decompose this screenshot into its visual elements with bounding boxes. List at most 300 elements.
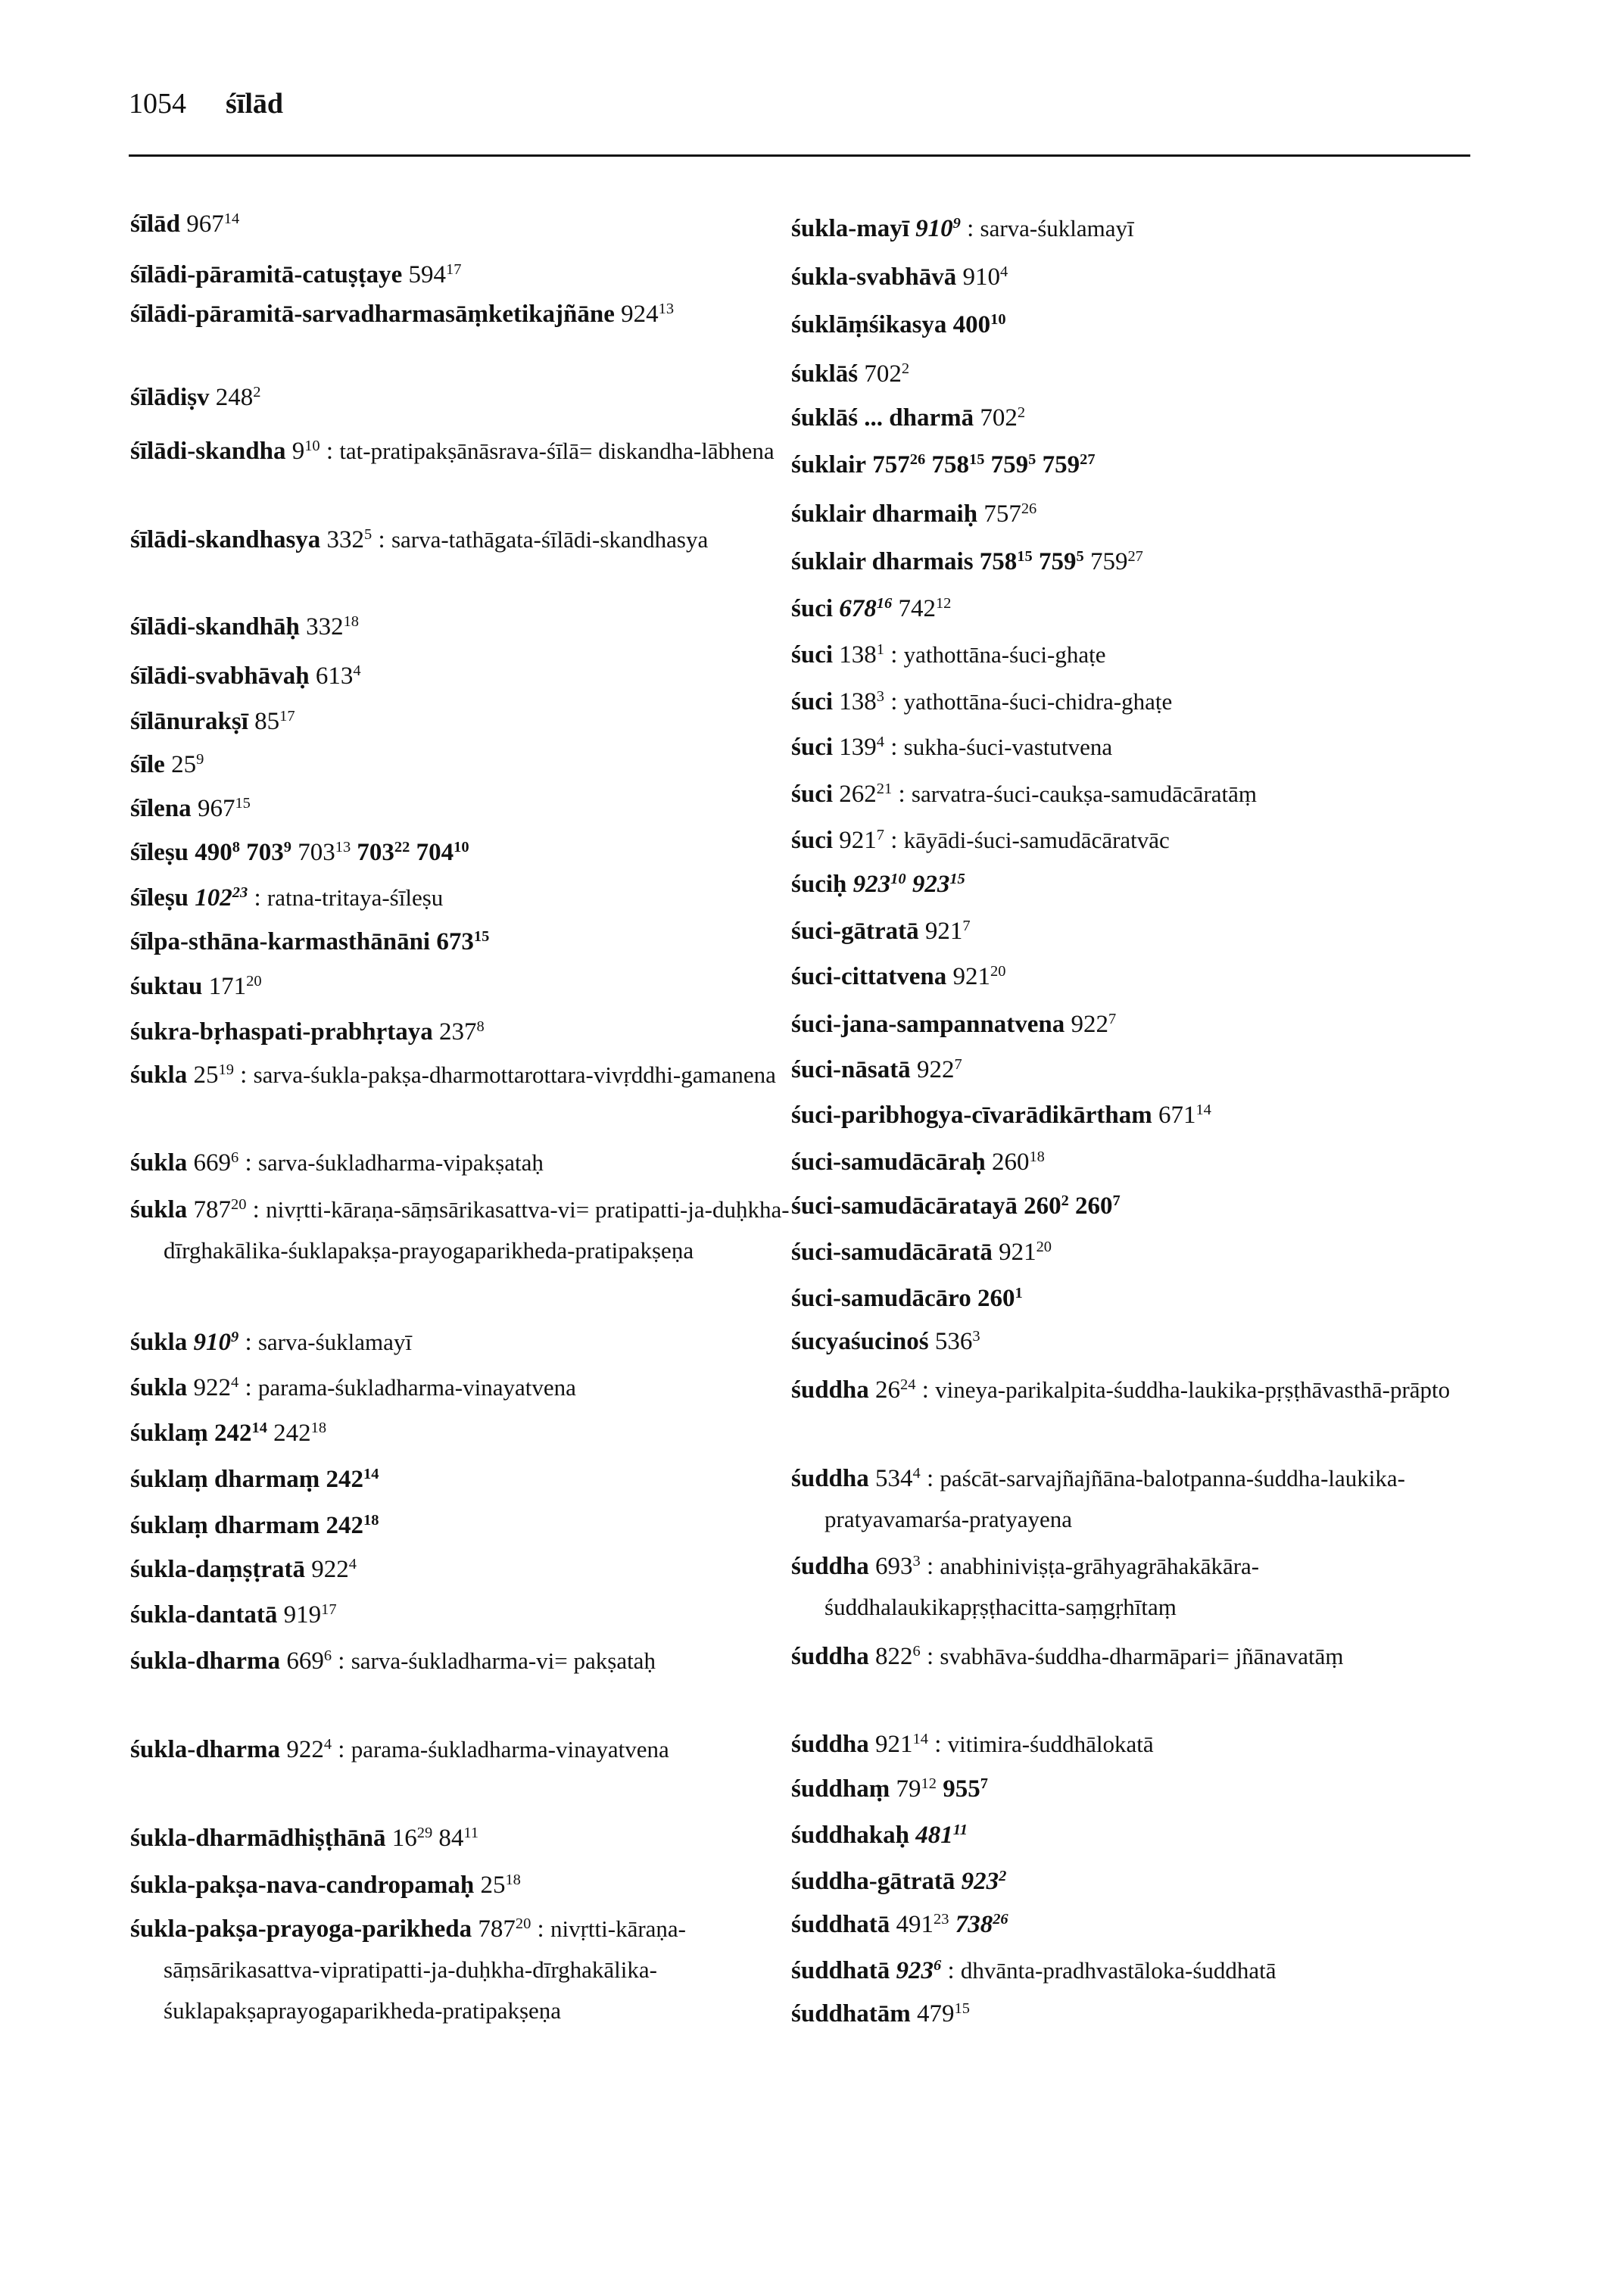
page-ref-number: 704 — [416, 839, 454, 866]
index-entry — [791, 1142, 1476, 1183]
line-ref-number: 7 — [876, 826, 884, 843]
page-reference — [326, 1512, 379, 1539]
index-entry: śukla-mayī $910^9$ : sarva-śuklamayī — [791, 214, 1134, 242]
line-ref-number: 14 — [363, 1465, 379, 1482]
index-entry — [791, 1815, 1476, 1856]
page-reference — [955, 1911, 1008, 1938]
line-ref-number: 7 — [1108, 1010, 1117, 1027]
page-ref-number: 534 — [875, 1465, 913, 1492]
page-reference — [311, 1556, 357, 1583]
page-reference — [1071, 1011, 1116, 1038]
page-reference — [898, 595, 951, 622]
page-ref-number: 742 — [898, 595, 936, 622]
line-ref-number: 11 — [463, 1824, 479, 1841]
page-ref-number: 262 — [839, 781, 877, 808]
page-reference — [915, 1822, 968, 1849]
line-ref-number: 18 — [363, 1511, 379, 1529]
page-ref-number: 919 — [283, 1601, 322, 1629]
page-ref-number: 758 — [979, 548, 1018, 575]
page-ref-number: 673 — [436, 928, 474, 955]
index-entry: śuci $139^4$ : sukha-śuci-vastutvena — [791, 733, 1113, 761]
index-entry — [130, 966, 815, 1007]
page-ref-number: 26 — [875, 1376, 901, 1404]
index-entry — [130, 656, 815, 697]
gloss: sarva-śukla-pakṣa-dharmottarottara-vivṛddhi-gamanena — [253, 1061, 776, 1088]
index-entry — [791, 956, 1476, 997]
line-ref-number: 10 — [990, 310, 1006, 328]
headword: śuklaṃ dharmaṃ — [130, 1466, 320, 1493]
index-entry: śīlādi-skandhasya $332^5$ : sarva-tathāgata-śīlādi-skandhasya — [130, 525, 709, 553]
page-reference — [875, 1465, 921, 1492]
index-entry: śukla $910^9$ : sarva-śuklamayī — [130, 1328, 413, 1356]
line-ref-number: 15 — [1017, 547, 1033, 565]
page-reference — [193, 1196, 246, 1223]
page-reference — [621, 301, 674, 328]
line-ref-number: 8 — [232, 838, 240, 856]
page-reference — [864, 360, 909, 388]
line-ref-number: 6 — [230, 1149, 239, 1166]
index-entry — [791, 1769, 1476, 1809]
page-ref-number: 703 — [298, 839, 335, 866]
line-ref-number: 2 — [1017, 404, 1026, 421]
index-entry: śuddha $822^6$ : svabhāva-śuddha-dharmāpari= jñānavatāṃ — [791, 1642, 1344, 1670]
page-ref-number: 923 — [896, 1957, 934, 1984]
gloss: anabhiniviṣṭa-grāhyagrāhakākāra-śuddhalaukikapṛṣṭhacitta-saṃgṛhītaṃ — [824, 1553, 1260, 1620]
index-entry — [130, 921, 815, 962]
page-reference — [193, 1374, 238, 1401]
headword: śuktau — [130, 973, 203, 1000]
index-entry — [130, 1865, 815, 1906]
line-ref-number: 26 — [993, 1910, 1008, 1928]
page-ref-number: 910 — [193, 1329, 231, 1356]
page-ref-number: 671 — [1158, 1102, 1196, 1129]
page-ref-number: 921 — [924, 918, 963, 945]
index-entry: śīlādi-skandha $9^{10}$ : tat-pratipakṣānāsrava-śīlā= diskandha-lābhena — [130, 437, 775, 465]
gloss: vitimira-śuddhālokatā — [947, 1731, 1154, 1757]
page-reference — [246, 839, 291, 866]
gloss: sarva-śuklamayī — [257, 1329, 413, 1355]
page-reference — [327, 526, 372, 553]
page-reference — [839, 827, 884, 854]
headword: śuddhatām — [791, 2000, 911, 2028]
page-ref-number: 481 — [915, 1822, 953, 1849]
gloss: sukha-śuci-vastutvena — [903, 734, 1113, 760]
page-ref-number: 921 — [952, 963, 991, 990]
gloss: svabhāva-śuddha-dharmāpari= jñānavatāṃ — [940, 1643, 1344, 1669]
page-reference — [284, 1601, 337, 1629]
line-ref-number: 20 — [1036, 1238, 1052, 1255]
line-ref-number: 10 — [454, 838, 469, 856]
line-ref-number: 12 — [935, 594, 952, 612]
headword: śīlādi-skandhasya — [130, 526, 321, 553]
page-reference — [1075, 1192, 1121, 1220]
line-ref-number: 2 — [901, 360, 910, 377]
page-reference — [316, 662, 361, 690]
line-ref-number: 29 — [416, 1824, 433, 1841]
page-reference — [992, 1149, 1045, 1176]
index-entry — [791, 1095, 1476, 1136]
headword: śuddhatā — [791, 1911, 890, 1938]
page-ref-number: 738 — [955, 1911, 993, 1938]
gloss: tat-pratipakṣānāsrava-śīlā= diskandha-lābhena — [339, 438, 775, 464]
headword: śukla-dantatā — [130, 1601, 278, 1629]
headword: śuddha-gātratā — [791, 1868, 955, 1895]
index-entry — [130, 744, 815, 785]
headword: śīlānurakṣī — [130, 708, 248, 735]
page-ref-number: 955 — [943, 1775, 980, 1803]
headword: śuddhakaḥ — [791, 1822, 909, 1849]
page-ref-number: 594 — [408, 261, 447, 288]
page-reference — [171, 751, 204, 778]
page-ref-number: 678 — [839, 595, 877, 622]
index-entry — [130, 294, 815, 335]
page-reference — [991, 451, 1036, 478]
page-reference — [839, 781, 892, 808]
page-reference — [357, 839, 410, 866]
headword: śukla-dharmādhiṣṭhānā — [130, 1825, 386, 1852]
line-ref-number: 10 — [304, 437, 320, 454]
page-reference — [980, 404, 1025, 432]
line-ref-number: 7 — [1112, 1192, 1121, 1209]
page-reference — [839, 734, 884, 761]
gloss: nivṛtti-kāraṇa-sāṃsārikasattva-vipratipatti-ja-duḥkha-dīrghakālika-śuklapakṣaprayogaparikheda-pratipakṣeṇa — [164, 1915, 686, 2024]
index-entry — [791, 444, 1476, 485]
headword: śukla — [130, 1329, 188, 1356]
line-ref-number: 13 — [335, 838, 351, 856]
headword: śīle — [130, 751, 165, 778]
headword: śīlādi-skandha — [130, 438, 286, 465]
index-entry: śuddha $921^{14}$ : vitimira-śuddhālokatā — [791, 1730, 1154, 1758]
page-ref-number: 400 — [952, 311, 991, 338]
gloss: sarva-śukladharma-vipakṣataḥ — [257, 1149, 544, 1176]
line-ref-number: 17 — [279, 707, 295, 725]
index-entry: śuci $262^{21}$ : sarvatra-śuci-caukṣa-samudācāratāṃ — [791, 780, 1258, 808]
page-ref-number: 332 — [326, 526, 365, 553]
page-ref-number: 758 — [931, 451, 969, 478]
headword: śīleṣu — [130, 839, 189, 866]
page-reference — [875, 1553, 921, 1580]
line-ref-number: 2 — [999, 1867, 1007, 1884]
page-reference — [193, 1329, 238, 1356]
line-ref-number: 1 — [1015, 1284, 1023, 1301]
index-entry: śuddhatā $923^6$ : dhvānta-pradhvastāloka-śuddhatā — [791, 1956, 1276, 1984]
line-ref-number: 27 — [1080, 450, 1096, 468]
index-entry: śuci $921^7$ : kāyādi-śuci-samudācāratvāc — [791, 826, 1170, 854]
index-entry — [791, 1004, 1476, 1045]
line-ref-number: 3 — [912, 1552, 921, 1569]
headword: śuklāś ... dharmā — [791, 404, 974, 432]
page-ref-number: 536 — [934, 1328, 973, 1355]
page-reference — [915, 215, 961, 242]
headword: śuci-cittatvena — [791, 963, 947, 990]
header-rule — [129, 154, 1470, 157]
index-entry — [130, 606, 815, 647]
page-reference — [896, 1911, 949, 1938]
line-ref-number: 23 — [934, 1910, 949, 1928]
page-ref-number: 922 — [1071, 1011, 1108, 1038]
line-ref-number: 21 — [876, 780, 893, 797]
headword: śucyaśucinoś — [791, 1328, 929, 1355]
index-entry: śīleṣu $102^{23}$ : ratna-tritaya-śīleṣu — [130, 884, 444, 912]
page-reference — [1158, 1102, 1211, 1129]
page-reference — [962, 1868, 1007, 1895]
page-ref-number: 923 — [912, 871, 950, 898]
page-ref-number: 787 — [478, 1915, 516, 1943]
headword: śuci-paribhogya-cīvarādikārtham — [791, 1102, 1152, 1129]
headword: śuci — [791, 781, 834, 808]
index-entry — [791, 588, 1476, 629]
headword: śuci — [791, 734, 834, 761]
line-ref-number: 9 — [283, 838, 291, 856]
page-ref-number: 923 — [853, 871, 891, 898]
page-reference — [214, 1420, 267, 1447]
index-entry — [791, 1278, 1476, 1319]
page-reference — [198, 795, 251, 822]
gloss: sarva-śuklamayī — [980, 215, 1134, 242]
page-ref-number: 759 — [1042, 451, 1080, 478]
page-ref-number: 759 — [990, 451, 1029, 478]
page-ref-number: 921 — [875, 1731, 913, 1758]
line-ref-number: 3 — [876, 687, 884, 705]
page-ref-number: 702 — [980, 404, 1018, 432]
index-entry — [791, 1232, 1476, 1273]
page-ref-number: 242 — [214, 1420, 252, 1447]
headword: śukla-pakṣa-nava-candropamaḥ — [130, 1872, 475, 1899]
page-ref-number: 759 — [1038, 548, 1077, 575]
page-reference — [925, 918, 971, 945]
gloss: dhvānta-pradhvastāloka-śuddhatā — [960, 1957, 1276, 1984]
headword: śuklāś — [791, 360, 859, 388]
page-ref-number: 260 — [991, 1149, 1030, 1176]
line-ref-number: 17 — [446, 260, 462, 278]
page-ref-number: 910 — [915, 215, 953, 242]
page-ref-number: 787 — [193, 1196, 231, 1223]
headword: śuci-gātratā — [791, 918, 919, 945]
index-entry: śukla $669^6$ : sarva-śukladharma-vipakṣataḥ — [130, 1149, 544, 1177]
page-reference — [439, 1018, 485, 1046]
page-reference — [999, 1239, 1052, 1266]
line-ref-number: 14 — [251, 1419, 267, 1436]
index-entry — [791, 257, 1476, 298]
headword: śīleṣu — [130, 884, 189, 912]
index-entry — [791, 354, 1476, 394]
index-entry — [791, 541, 1476, 582]
index-entry: śuci $138^3$ : yathottāna-śuci-chidra-ghaṭe — [791, 687, 1173, 715]
line-ref-number: 5 — [1076, 547, 1084, 565]
page-ref-number: 332 — [306, 613, 344, 641]
headword: śuci-samudācāro — [791, 1285, 971, 1312]
page-reference — [1043, 451, 1096, 478]
headword: śuddha — [791, 1376, 869, 1404]
line-ref-number: 15 — [954, 1999, 970, 2017]
page-reference — [875, 1376, 915, 1404]
line-ref-number: 20 — [990, 962, 1006, 980]
gloss: yathottāna-śuci-chidra-ghaṭe — [903, 688, 1173, 715]
index-entry — [791, 494, 1476, 535]
page-reference — [875, 1731, 928, 1758]
index-entry: śuddha $693^3$ : anabhiniviṣṭa-grāhyagrāhakākāra-śuddhalaukikapṛṣṭhacitta-saṃgṛhītaṃ — [791, 1552, 1260, 1620]
headword: śuci-samudācāraḥ — [791, 1149, 986, 1176]
gloss: vineya-parikalpita-śuddha-laukika-pṛṣṭhāvasthā-prāpto — [935, 1376, 1451, 1403]
headword: śuci — [791, 641, 834, 669]
line-ref-number: 5 — [1028, 450, 1036, 468]
page-ref-number: 613 — [315, 662, 354, 690]
page-reference — [943, 1775, 988, 1803]
page-reference — [872, 451, 925, 478]
line-ref-number: 9 — [952, 214, 961, 232]
page-ref-number: 237 — [438, 1018, 477, 1046]
line-ref-number: 18 — [343, 612, 359, 630]
gloss: nivṛtti-kāraṇa-sāṃsārikasattva-vi= pratipatti-ja-duḥkha-dīrghakālika-śuklapakṣa-prayogaparikheda-pratipakṣeṇa — [164, 1196, 790, 1264]
line-ref-number: 4 — [1000, 263, 1008, 280]
headword: śīlād — [130, 210, 181, 238]
page-reference — [292, 438, 320, 465]
line-ref-number: 4 — [876, 733, 884, 750]
page-ref-number: 25 — [193, 1061, 219, 1089]
page-reference — [186, 210, 239, 238]
running-header — [129, 89, 283, 118]
gloss: sarva-tathāgata-śīlādi-skandhasya — [391, 526, 709, 553]
headword: śukla-pakṣa-prayoga-parikheda — [130, 1915, 472, 1943]
page-ref-number: 967 — [186, 210, 224, 238]
line-ref-number: 13 — [658, 300, 675, 317]
headword: śuciḥ — [791, 871, 847, 898]
page-ref-number: 923 — [961, 1868, 999, 1895]
index-entry — [130, 204, 815, 245]
page-ref-number: 242 — [273, 1420, 311, 1447]
page-reference — [953, 311, 1006, 338]
gloss: yathottāna-śuci-ghaṭe — [903, 641, 1106, 668]
running-head: śīlād — [226, 88, 284, 120]
index-entry — [130, 788, 815, 829]
page-reference — [931, 451, 984, 478]
gloss: paścāt-sarvajñajñāna-balotpanna-śuddha-laukika-pratyavamarśa-pratyayena — [824, 1465, 1405, 1532]
headword: śīlpa-sthāna-karmasthānāni — [130, 928, 431, 955]
line-ref-number: 20 — [515, 1915, 531, 1932]
line-ref-number: 17 — [321, 1601, 337, 1618]
line-ref-number: 14 — [912, 1730, 928, 1747]
page-reference — [298, 839, 351, 866]
headword: śīlādiṣv — [130, 384, 210, 411]
line-ref-number: 14 — [1195, 1101, 1211, 1118]
line-ref-number: 4 — [230, 1373, 239, 1391]
headword: śuddha — [791, 1731, 869, 1758]
page-reference — [983, 500, 1036, 528]
page-ref-number: 703 — [246, 839, 284, 866]
index-entry — [791, 911, 1476, 952]
page-ref-number: 260 — [977, 1285, 1015, 1312]
line-ref-number: 27 — [1127, 547, 1143, 565]
headword: śuklair — [791, 451, 867, 478]
index-entry — [791, 864, 1476, 905]
page-ref-number: 924 — [621, 301, 659, 328]
page-reference — [1039, 548, 1084, 575]
gloss: kāyādi-śuci-samudācāratvāc — [903, 827, 1170, 853]
page-ref-number: 759 — [1089, 548, 1128, 575]
page-reference — [839, 595, 892, 622]
page-reference — [326, 1466, 379, 1493]
index-entry — [130, 254, 815, 295]
headword: śuci-samudācāratayā — [791, 1192, 1018, 1220]
headword: śuklair dharmais — [791, 548, 974, 575]
line-ref-number: 9 — [230, 1328, 239, 1345]
page-reference — [193, 1061, 233, 1089]
page-reference — [1090, 548, 1143, 575]
index-entry — [130, 832, 815, 873]
index-entry — [791, 1049, 1476, 1090]
line-ref-number: 12 — [921, 1775, 937, 1792]
page-reference — [392, 1825, 432, 1852]
page-reference — [917, 2000, 970, 2028]
index-entry — [791, 304, 1476, 345]
page-reference — [286, 1647, 332, 1675]
page-ref-number: 25 — [480, 1872, 506, 1899]
line-ref-number: 11 — [952, 1821, 968, 1838]
headword: śukla-svabhāvā — [791, 263, 957, 291]
index-entry: śuci $138^1$ : yathottāna-śuci-ghaṭe — [791, 641, 1106, 669]
headword: śukla — [130, 1374, 188, 1401]
page-reference — [416, 839, 469, 866]
page-ref-number: 703 — [357, 839, 394, 866]
line-ref-number: 20 — [246, 972, 262, 990]
gloss: parama-śukladharma-vinayatvena — [257, 1374, 576, 1401]
headword: śuklāṃśikasya — [791, 311, 947, 338]
page-ref-number: 757 — [872, 451, 910, 478]
line-ref-number: 6 — [912, 1642, 921, 1660]
headword: śukla — [130, 1149, 188, 1177]
headword: śīlādi-svabhāvaḥ — [130, 662, 310, 690]
headword: śuddha — [791, 1465, 869, 1492]
index-entry — [130, 1594, 815, 1635]
index-entry: śukla $787^{20}$ : nivṛtti-kāraṇa-sāṃsārikasattva-vi= pratipatti-ja-duḥkha-dīrghakālika-śuklapakṣa-prayogaparikheda-pratipakṣeṇa — [130, 1195, 790, 1264]
line-ref-number: 15 — [235, 794, 251, 812]
index-entry — [130, 377, 815, 418]
page-ref-number: 922 — [916, 1056, 955, 1083]
headword: śīlena — [130, 795, 192, 822]
index-entry: śukla-pakṣa-prayoga-parikheda $787^{20}$ : nivṛtti-kāraṇa-sāṃsārikasattva-vipratipatti-ja-duḥkha-dīrghakālika-śuklapakṣaprayogaparikheda-pratipakṣeṇa — [130, 1915, 686, 2024]
page-ref-number: 669 — [286, 1647, 324, 1675]
headword: śuci-nāsatā — [791, 1056, 911, 1083]
page-ref-number: 260 — [1075, 1192, 1113, 1220]
page-reference — [195, 884, 248, 912]
page-ref-number: 242 — [326, 1512, 364, 1539]
gloss: parama-śukladharma-vinayatvena — [351, 1736, 669, 1763]
headword: śukla-dharma — [130, 1736, 281, 1763]
page-ref-number: 491 — [896, 1911, 934, 1938]
page-ref-number: 702 — [864, 360, 902, 388]
gloss: sarva-śukladharma-vi= pakṣataḥ — [351, 1647, 656, 1674]
index-entry — [130, 1549, 815, 1590]
page-ref-number: 138 — [839, 688, 877, 715]
index-entry — [130, 1011, 815, 1052]
page-reference — [436, 928, 489, 955]
page-reference — [478, 1915, 531, 1943]
headword: śukla-dharma — [130, 1647, 281, 1675]
page-reference — [917, 1056, 962, 1083]
line-ref-number: 2 — [253, 383, 261, 401]
page-ref-number: 822 — [875, 1643, 913, 1670]
page-reference — [480, 1872, 520, 1899]
page-ref-number: 260 — [1024, 1192, 1061, 1220]
page-ref-number: 139 — [839, 734, 877, 761]
page-ref-number: 138 — [839, 641, 877, 669]
page-ref-number: 248 — [215, 384, 254, 411]
index-entry: śukla $25^{19}$ : sarva-śukla-pakṣa-dharmottarottara-vivṛddhi-gamanena — [130, 1061, 776, 1089]
page-reference — [963, 263, 1008, 291]
page-ref-number: 171 — [208, 973, 247, 1000]
headword: śuci-jana-sampannatvena — [791, 1011, 1065, 1038]
page-ref-number: 669 — [193, 1149, 231, 1177]
